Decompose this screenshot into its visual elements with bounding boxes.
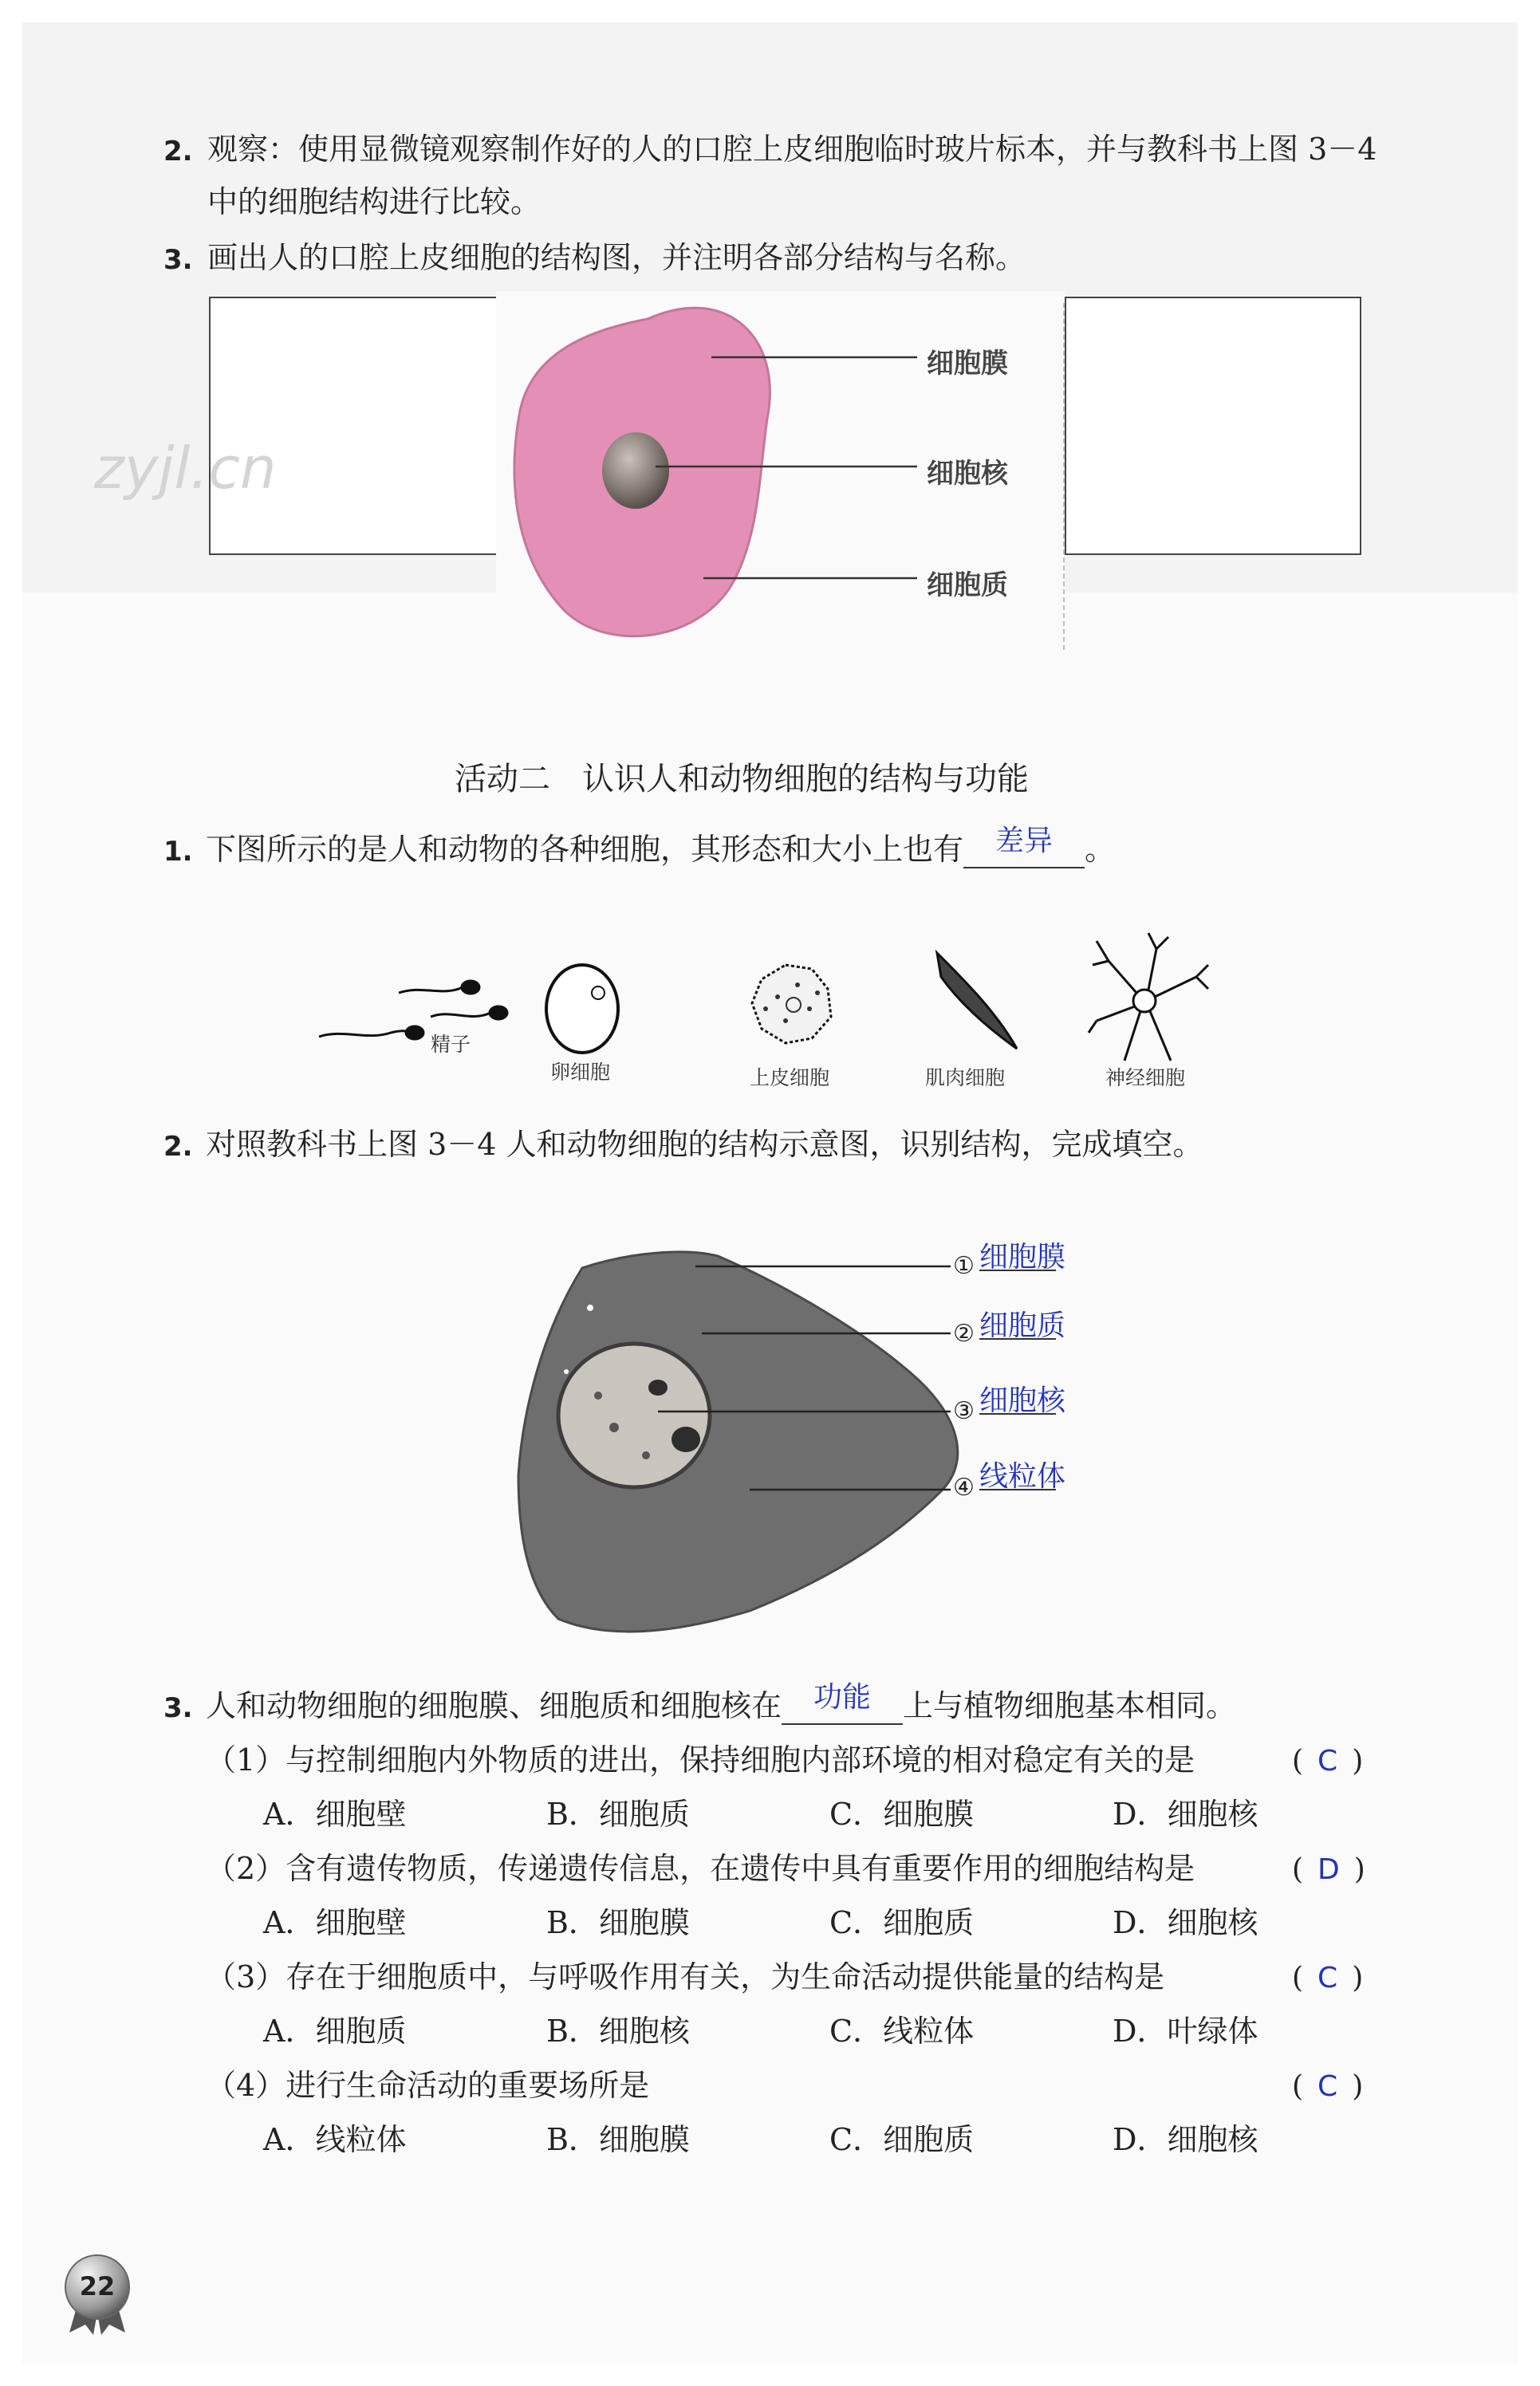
answer-blank[interactable]: 功能 [813,1681,872,1714]
marker-2: ② [953,1320,975,1348]
watermark: zyjl.cn [94,435,277,502]
caption-egg: 卵细胞 [550,1061,611,1084]
caption-epithelial: 上皮细胞 [750,1066,830,1089]
option: B．细胞质 [546,1797,690,1832]
option: D．细胞核 [1113,1797,1258,1832]
drawing-box-right [1065,297,1361,555]
cell-micrograph [494,1236,1069,1651]
marker-4: ④ [953,1474,975,1502]
label-cell-membrane: 细胞膜 [927,348,1008,380]
choice-answer[interactable]: ( C ) [1292,1962,1364,1994]
caption-nerve: 神经细胞 [1105,1066,1186,1089]
question-number: 3. [163,1692,193,1724]
question-number: 1. [163,836,193,868]
question-text: 下图所示的是人和动物的各种细胞，其形态和大小上也有 差异 。 [206,825,1116,867]
question-text: 对照教科书上图 3－4 人和动物细胞的结构示意图，识别结构，完成填空。 [206,1127,1203,1162]
drawing-box-left [209,297,499,555]
section-title: 活动二 认识人和动物细胞的结构与功能 [455,761,1029,797]
caption-sperm: 精子 [431,1033,471,1056]
option: A．线粒体 [263,2122,407,2157]
egg-cell-icon [546,965,618,1053]
choice-answer[interactable]: ( C ) [1292,1745,1364,1778]
answer-blank[interactable]: 细胞膜 [979,1234,1056,1271]
option: A．细胞壁 [263,1905,407,1940]
option: C．线粒体 [829,2014,975,2049]
question-text: 人和动物细胞的细胞膜、细胞质和细胞核在 功能 上与植物细胞基本相同。 [206,1681,1237,1723]
sub-question: （1）与控制细胞内外物质的进出，保持细胞内部环境的相对稳定有关的是 [206,1742,1195,1778]
option: A．细胞质 [263,2014,407,2049]
option: B．细胞核 [546,2014,690,2049]
sub-question: （4）进行生命活动的重要场所是 [206,2068,650,2103]
label-nucleus: 细胞核 [927,458,1008,490]
choice-answer[interactable]: ( C ) [1292,2070,1364,2103]
micrograph-nucleus [558,1344,710,1487]
question-text: 中的细胞结构进行比较。 [207,184,542,219]
answer-blank[interactable]: 细胞质 [979,1303,1056,1340]
nerve-cell-icon [1089,933,1208,1061]
sub-question: （3）存在于细胞质中，与呼吸作用有关，为生命活动提供能量的结构是 [206,1959,1165,1994]
question-number: 2. [163,136,193,167]
option: B．细胞膜 [546,1905,690,1940]
answer-blank[interactable]: 线粒体 [979,1454,1056,1490]
option: D．叶绿体 [1113,2014,1258,2049]
option: C．细胞质 [829,1905,975,1940]
muscle-cell-icon [937,953,1017,1049]
choice-answer[interactable]: ( D ) [1292,1853,1365,1886]
question-text: 画出人的口腔上皮细胞的结构图，并注明各部分结构与名称。 [207,240,1026,275]
question-number: 3. [163,244,193,276]
caption-muscle: 肌肉细胞 [925,1066,1006,1089]
option: D．细胞核 [1113,1905,1258,1940]
option: D．细胞核 [1113,2122,1258,2157]
question-text: 观察：使用显微镜观察制作好的人的口腔上皮细胞临时玻片标本，并与教科书上图 3－4 [207,132,1377,167]
option: A．细胞壁 [263,1797,407,1832]
question-number: 2. [163,1131,193,1163]
option: C．细胞质 [829,2122,975,2157]
sub-question: （2）含有遗传物质，传递遗传信息，在遗传中具有重要作用的细胞结构是 [206,1851,1195,1886]
epithelial-cell-icon [752,965,831,1043]
nucleus [602,432,669,509]
sperm-icon [319,981,507,1039]
option: B．细胞膜 [546,2122,690,2157]
answer-blank[interactable]: 差异 [995,825,1054,857]
option: C．细胞膜 [829,1797,975,1832]
label-cytoplasm: 细胞质 [927,569,1008,601]
answer-blank[interactable]: 细胞核 [979,1378,1056,1415]
marker-1: ① [953,1252,975,1280]
page-number: 22 [79,2271,116,2301]
marker-3: ③ [953,1397,975,1425]
